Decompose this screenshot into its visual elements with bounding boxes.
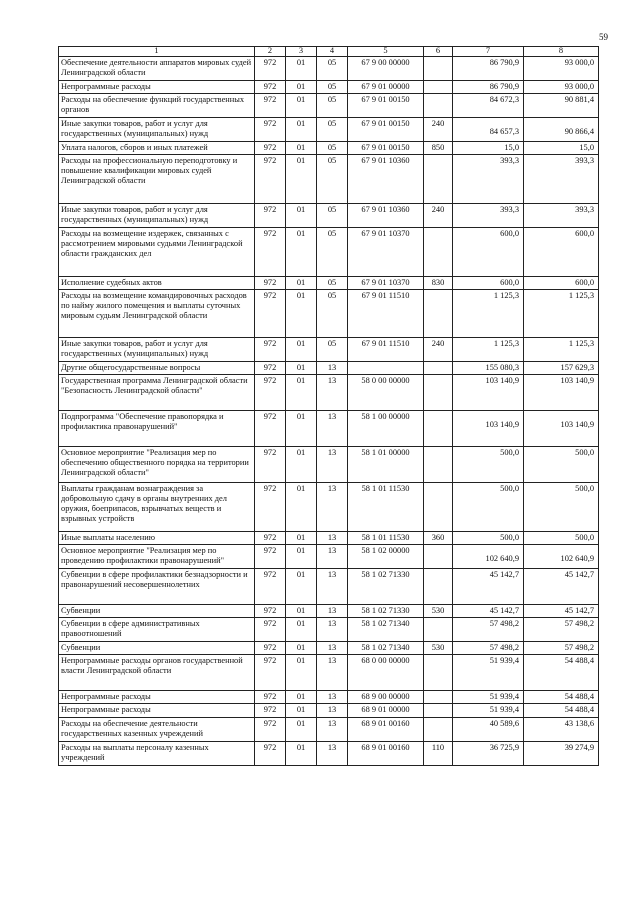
cell-c3: 01 bbox=[296, 228, 306, 238]
row-name: Непрограммные расходы bbox=[59, 691, 255, 704]
cell-c8: 393,3 bbox=[575, 204, 594, 214]
cell-c2: 972 bbox=[263, 643, 277, 653]
cell-c4: 05 bbox=[327, 155, 337, 165]
cell-c7: 51 939,4 bbox=[489, 705, 519, 715]
row-name: Субвенции bbox=[59, 642, 255, 655]
header-cell: 2 bbox=[255, 47, 286, 57]
table-row bbox=[59, 227, 599, 276]
row-name: Иные закупки товаров, работ и услуг для государственных (муниципальных) нужд bbox=[59, 338, 255, 362]
cell-c8: 500,0 bbox=[575, 484, 594, 494]
cell-c5: 58 1 02 71340 bbox=[361, 643, 410, 653]
cell-c8: 103 140,9 bbox=[560, 376, 594, 386]
cell-c3: 01 bbox=[296, 363, 306, 373]
cell-c5: 67 9 01 10360 bbox=[361, 155, 410, 165]
cell-c8: 500,0 bbox=[575, 533, 594, 543]
header-cell: 1 bbox=[59, 47, 255, 57]
row-name: Иные закупки товаров, работ и услуг для государственных (муниципальных) нужд bbox=[59, 117, 255, 141]
cell-c8: 45 142,7 bbox=[564, 570, 594, 580]
cell-c2: 972 bbox=[263, 718, 277, 728]
cell-c4: 13 bbox=[327, 705, 337, 715]
cell-c6: 360 bbox=[431, 533, 445, 543]
row-name: Выплаты гражданам вознаграждения за добровольную сдачу в органы внутренних дел оружия, боеприпасов, взрывчатых веществ и взрывных устройств bbox=[59, 483, 255, 532]
cell-c8: 15,0 bbox=[579, 142, 594, 152]
row-name: Расходы на возмещение командировочных расходов по найму жилого помещения и выплаты суточных мировым судьям Ленинградской области bbox=[59, 290, 255, 338]
cell-c7: 51 939,4 bbox=[489, 656, 519, 666]
cell-c3: 01 bbox=[296, 656, 306, 666]
cell-c8: 103 140,9 bbox=[560, 420, 594, 430]
cell-c3: 01 bbox=[296, 118, 306, 128]
cell-c4: 13 bbox=[327, 692, 337, 702]
cell-c2: 972 bbox=[263, 412, 277, 422]
cell-c5: 58 1 02 71330 bbox=[361, 570, 410, 580]
cell-c5: 67 9 01 00150 bbox=[361, 118, 410, 128]
row-name: Расходы на выплаты персоналу казенных учреждений bbox=[59, 741, 255, 765]
cell-c2: 972 bbox=[263, 692, 277, 702]
cell-c2: 972 bbox=[263, 619, 277, 629]
table-row bbox=[59, 741, 599, 765]
cell-c4: 13 bbox=[327, 412, 337, 422]
table-row bbox=[59, 362, 599, 375]
cell-c4: 13 bbox=[327, 376, 337, 386]
cell-c6: 240 bbox=[431, 204, 445, 214]
table-row bbox=[59, 154, 599, 203]
cell-c3: 01 bbox=[296, 412, 306, 422]
cell-c7: 86 790,9 bbox=[489, 81, 519, 91]
cell-c7: 57 498,2 bbox=[489, 643, 519, 653]
table-row bbox=[59, 203, 599, 227]
row-name: Субвенции в сфере административных правоотношений bbox=[59, 618, 255, 642]
header-cell: 8 bbox=[524, 47, 599, 57]
header-cell: 6 bbox=[424, 47, 453, 57]
row-name: Подпрограмма "Обеспечение правопорядка и профилактика правонарушений" bbox=[59, 411, 255, 447]
row-name: Обеспечение деятельности аппаратов мировых судей Ленинградской области bbox=[59, 56, 255, 80]
cell-c6: 110 bbox=[431, 742, 445, 752]
cell-c8: 157 629,3 bbox=[560, 363, 594, 373]
cell-c6: 240 bbox=[431, 118, 445, 128]
cell-c2: 972 bbox=[263, 570, 277, 580]
cell-c8: 93 000,0 bbox=[564, 81, 594, 91]
cell-c5: 67 9 00 00000 bbox=[361, 57, 410, 67]
row-name: Расходы на обеспечение деятельности государственных казенных учреждений bbox=[59, 717, 255, 741]
budget-table bbox=[58, 46, 599, 766]
cell-c8: 600,0 bbox=[575, 277, 594, 287]
cell-c2: 972 bbox=[263, 57, 277, 67]
cell-c2: 972 bbox=[263, 204, 277, 214]
cell-c4: 05 bbox=[327, 204, 337, 214]
table-row bbox=[59, 605, 599, 618]
cell-c8: 54 488,4 bbox=[564, 656, 594, 666]
row-name: Непрограммные расходы bbox=[59, 80, 255, 93]
cell-c3: 01 bbox=[296, 692, 306, 702]
header-cell: 5 bbox=[348, 47, 424, 57]
cell-c2: 972 bbox=[263, 376, 277, 386]
cell-c6: 850 bbox=[431, 142, 445, 152]
cell-c7: 84 672,3 bbox=[489, 94, 519, 104]
cell-c2: 972 bbox=[263, 228, 277, 238]
cell-c3: 01 bbox=[296, 718, 306, 728]
row-name: Субвенции в сфере профилактики безнадзорности и правонарушений несовершеннолетних bbox=[59, 569, 255, 605]
page-number: 59 bbox=[599, 32, 608, 42]
cell-c3: 01 bbox=[296, 533, 306, 543]
header-row bbox=[59, 47, 599, 57]
cell-c8: 57 498,2 bbox=[564, 619, 594, 629]
cell-c2: 972 bbox=[263, 81, 277, 91]
cell-c3: 01 bbox=[296, 742, 306, 752]
cell-c3: 01 bbox=[296, 339, 306, 349]
table-row bbox=[59, 375, 599, 411]
cell-c2: 972 bbox=[263, 606, 277, 616]
cell-c4: 05 bbox=[327, 81, 337, 91]
cell-c3: 01 bbox=[296, 291, 306, 301]
cell-c7: 84 657,3 bbox=[489, 126, 519, 136]
row-name: Непрограммные расходы органов государственной власти Ленинградской области bbox=[59, 655, 255, 691]
cell-c5: 67 9 01 10370 bbox=[361, 277, 410, 287]
cell-c5: 58 1 02 71330 bbox=[361, 606, 410, 616]
cell-c8: 600,0 bbox=[575, 228, 594, 238]
table-row bbox=[59, 691, 599, 704]
table-row bbox=[59, 117, 599, 141]
cell-c7: 500,0 bbox=[500, 533, 519, 543]
cell-c7: 40 589,6 bbox=[489, 718, 519, 728]
cell-c7: 103 140,9 bbox=[485, 420, 519, 430]
cell-c5: 68 9 01 00160 bbox=[361, 742, 410, 752]
cell-c8: 500,0 bbox=[575, 448, 594, 458]
table-row bbox=[59, 80, 599, 93]
cell-c3: 01 bbox=[296, 484, 306, 494]
cell-c3: 01 bbox=[296, 142, 306, 152]
cell-c7: 500,0 bbox=[500, 484, 519, 494]
cell-c4: 05 bbox=[327, 277, 337, 287]
cell-c7: 102 640,9 bbox=[485, 554, 519, 564]
cell-c5: 67 9 01 10360 bbox=[361, 204, 410, 214]
cell-c8: 45 142,7 bbox=[564, 606, 594, 616]
cell-c5: 58 1 02 00000 bbox=[361, 546, 410, 556]
cell-c3: 01 bbox=[296, 94, 306, 104]
row-name: Расходы на возмещение издержек, связанных с рассмотрением мировыми судьями Ленинградской области гражданских дел bbox=[59, 227, 255, 276]
table-row bbox=[59, 447, 599, 483]
cell-c7: 500,0 bbox=[500, 448, 519, 458]
cell-c5: 58 1 00 00000 bbox=[361, 412, 410, 422]
cell-c6: 530 bbox=[431, 606, 445, 616]
table-row bbox=[59, 704, 599, 717]
row-name: Уплата налогов, сборов и иных платежей bbox=[59, 141, 255, 154]
cell-c8: 393,3 bbox=[575, 155, 594, 165]
row-name: Исполнение судебных актов bbox=[59, 276, 255, 289]
cell-c5: 67 9 01 00150 bbox=[361, 142, 410, 152]
cell-c3: 01 bbox=[296, 155, 306, 165]
cell-c3: 01 bbox=[296, 643, 306, 653]
cell-c2: 972 bbox=[263, 484, 277, 494]
cell-c7: 393,3 bbox=[500, 204, 519, 214]
cell-c7: 36 725,9 bbox=[489, 742, 519, 752]
cell-c8: 93 000,0 bbox=[564, 57, 594, 67]
cell-c5: 68 9 01 00160 bbox=[361, 718, 410, 728]
cell-c5: 68 9 01 00000 bbox=[361, 705, 410, 715]
cell-c8: 1 125,3 bbox=[568, 291, 594, 301]
cell-c7: 1 125,3 bbox=[493, 291, 519, 301]
cell-c3: 01 bbox=[296, 448, 306, 458]
cell-c4: 13 bbox=[327, 448, 337, 458]
cell-c5: 67 9 01 11510 bbox=[361, 291, 410, 301]
cell-c4: 13 bbox=[327, 619, 337, 629]
cell-c3: 01 bbox=[296, 705, 306, 715]
cell-c3: 01 bbox=[296, 57, 306, 67]
row-name: Расходы на обеспечение функций государственных органов bbox=[59, 93, 255, 117]
cell-c4: 05 bbox=[327, 94, 337, 104]
cell-c4: 13 bbox=[327, 363, 337, 373]
cell-c7: 393,3 bbox=[500, 155, 519, 165]
cell-c5: 58 0 00 00000 bbox=[361, 376, 410, 386]
cell-c7: 51 939,4 bbox=[489, 692, 519, 702]
cell-c2: 972 bbox=[263, 94, 277, 104]
cell-c6: 830 bbox=[431, 277, 445, 287]
table-row bbox=[59, 618, 599, 642]
cell-c4: 13 bbox=[327, 606, 337, 616]
cell-c8: 43 138,6 bbox=[564, 718, 594, 728]
cell-c5: 67 9 01 10370 bbox=[361, 228, 410, 238]
cell-c8: 54 488,4 bbox=[564, 705, 594, 715]
row-name: Иные выплаты населению bbox=[59, 532, 255, 545]
row-name: Государственная программа Ленинградской области "Безопасность Ленинградской области" bbox=[59, 375, 255, 411]
cell-c2: 972 bbox=[263, 656, 277, 666]
cell-c5: 58 1 01 00000 bbox=[361, 448, 410, 458]
cell-c2: 972 bbox=[263, 546, 277, 556]
header-cell: 3 bbox=[286, 47, 317, 57]
table-row bbox=[59, 655, 599, 691]
cell-c7: 15,0 bbox=[504, 142, 519, 152]
cell-c4: 13 bbox=[327, 546, 337, 556]
cell-c3: 01 bbox=[296, 570, 306, 580]
row-name: Основное мероприятие "Реализация мер по проведению профилактики правонарушений" bbox=[59, 545, 255, 569]
cell-c7: 600,0 bbox=[500, 277, 519, 287]
cell-c2: 972 bbox=[263, 291, 277, 301]
cell-c3: 01 bbox=[296, 376, 306, 386]
row-name: Непрограммные расходы bbox=[59, 704, 255, 717]
table-row bbox=[59, 569, 599, 605]
cell-c3: 01 bbox=[296, 606, 306, 616]
cell-c6: 240 bbox=[431, 339, 445, 349]
table-row bbox=[59, 717, 599, 741]
cell-c4: 13 bbox=[327, 656, 337, 666]
table-row bbox=[59, 338, 599, 362]
cell-c2: 972 bbox=[263, 277, 277, 287]
cell-c7: 103 140,9 bbox=[485, 376, 519, 386]
row-name: Иные закупки товаров, работ и услуг для государственных (муниципальных) нужд bbox=[59, 203, 255, 227]
table-row bbox=[59, 93, 599, 117]
table-row bbox=[59, 545, 599, 569]
cell-c4: 13 bbox=[327, 533, 337, 543]
cell-c7: 45 142,7 bbox=[489, 570, 519, 580]
cell-c5: 68 0 00 00000 bbox=[361, 656, 410, 666]
cell-c2: 972 bbox=[263, 448, 277, 458]
cell-c2: 972 bbox=[263, 118, 277, 128]
cell-c3: 01 bbox=[296, 619, 306, 629]
cell-c4: 13 bbox=[327, 742, 337, 752]
cell-c5: 58 1 01 11530 bbox=[361, 533, 410, 543]
cell-c8: 90 866,4 bbox=[564, 126, 594, 136]
cell-c4: 13 bbox=[327, 718, 337, 728]
cell-c3: 01 bbox=[296, 277, 306, 287]
cell-c7: 600,0 bbox=[500, 228, 519, 238]
cell-c8: 57 498,2 bbox=[564, 643, 594, 653]
cell-c8: 39 274,9 bbox=[564, 742, 594, 752]
cell-c2: 972 bbox=[263, 705, 277, 715]
cell-c5: 58 1 01 11530 bbox=[361, 484, 410, 494]
cell-c5: 58 1 02 71340 bbox=[361, 619, 410, 629]
cell-c2: 972 bbox=[263, 363, 277, 373]
table-row bbox=[59, 642, 599, 655]
table-row bbox=[59, 532, 599, 545]
cell-c8: 90 881,4 bbox=[564, 94, 594, 104]
cell-c5: 67 9 01 00150 bbox=[361, 94, 410, 104]
cell-c4: 13 bbox=[327, 570, 337, 580]
cell-c7: 57 498,2 bbox=[489, 619, 519, 629]
cell-c7: 45 142,7 bbox=[489, 606, 519, 616]
cell-c4: 05 bbox=[327, 57, 337, 67]
table-row bbox=[59, 483, 599, 532]
row-name: Другие общегосударственные вопросы bbox=[59, 362, 255, 375]
header-cell: 7 bbox=[453, 47, 524, 57]
row-name: Расходы на профессиональную переподготовку и повышение квалификации мировых судей Ленинградской области bbox=[59, 154, 255, 203]
cell-c8: 54 488,4 bbox=[564, 692, 594, 702]
cell-c2: 972 bbox=[263, 155, 277, 165]
cell-c4: 05 bbox=[327, 118, 337, 128]
header-cell: 4 bbox=[317, 47, 348, 57]
table-row bbox=[59, 56, 599, 80]
cell-c7: 155 080,3 bbox=[485, 363, 519, 373]
cell-c4: 05 bbox=[327, 142, 337, 152]
table-row bbox=[59, 290, 599, 338]
cell-c8: 1 125,3 bbox=[568, 339, 594, 349]
cell-c3: 01 bbox=[296, 546, 306, 556]
cell-c5: 67 9 01 00000 bbox=[361, 81, 410, 91]
cell-c5: 67 9 01 11510 bbox=[361, 339, 410, 349]
cell-c4: 05 bbox=[327, 228, 337, 238]
table-row bbox=[59, 276, 599, 289]
cell-c6: 530 bbox=[431, 643, 445, 653]
cell-c2: 972 bbox=[263, 142, 277, 152]
cell-c8: 102 640,9 bbox=[560, 554, 594, 564]
cell-c2: 972 bbox=[263, 742, 277, 752]
cell-c3: 01 bbox=[296, 81, 306, 91]
cell-c7: 1 125,3 bbox=[493, 339, 519, 349]
table-row bbox=[59, 141, 599, 154]
cell-c4: 05 bbox=[327, 291, 337, 301]
row-name: Субвенции bbox=[59, 605, 255, 618]
row-name: Основное мероприятие "Реализация мер по обеспечению общественного порядка на территории Ленинградской области" bbox=[59, 447, 255, 483]
cell-c7: 86 790,9 bbox=[489, 57, 519, 67]
table-row bbox=[59, 411, 599, 447]
cell-c5: 68 9 00 00000 bbox=[361, 692, 410, 702]
cell-c4: 13 bbox=[327, 484, 337, 494]
cell-c2: 972 bbox=[263, 339, 277, 349]
cell-c2: 972 bbox=[263, 533, 277, 543]
cell-c4: 05 bbox=[327, 339, 337, 349]
cell-c3: 01 bbox=[296, 204, 306, 214]
cell-c4: 13 bbox=[327, 643, 337, 653]
